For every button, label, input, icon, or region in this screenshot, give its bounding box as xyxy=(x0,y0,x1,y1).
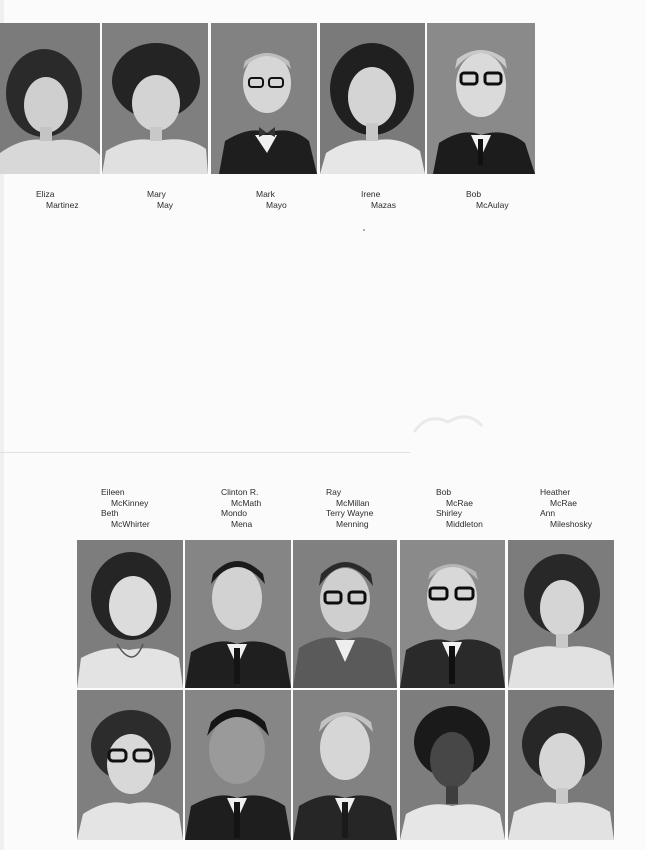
portrait-eliza-martinez xyxy=(0,23,100,174)
caption-mary-may xyxy=(147,189,173,210)
first-name: Clinton R. xyxy=(221,487,259,497)
first-name: Terry Wayne xyxy=(326,508,374,518)
first-name: Mary xyxy=(147,189,166,199)
last-name: McRae xyxy=(550,497,577,508)
last-name: McMillan xyxy=(336,497,370,508)
portrait-eileen-mckinney xyxy=(77,540,183,688)
portrait-clinton-mcmath xyxy=(185,540,291,688)
caption-column-2 xyxy=(221,487,261,529)
fold-line xyxy=(0,452,410,453)
last-name: Mayo xyxy=(266,199,287,210)
speck xyxy=(363,229,365,231)
portrait-mary-may xyxy=(102,23,208,174)
caption-column-4 xyxy=(436,487,483,529)
portrait-heather-mcrae xyxy=(508,540,614,688)
last-name: McMath xyxy=(231,497,262,508)
last-name: Mileshosky xyxy=(550,518,593,529)
last-name: McAulay xyxy=(476,199,509,210)
caption-column-5 xyxy=(540,487,592,529)
last-name: Mazas xyxy=(371,199,397,210)
first-name: Beth xyxy=(101,508,119,518)
last-name: McKinney xyxy=(111,497,149,508)
caption-irene-mazas xyxy=(361,189,396,210)
first-name: Ray xyxy=(326,487,342,497)
first-name: Ann xyxy=(540,508,556,518)
last-name: McRae xyxy=(446,497,473,508)
portrait-bob-mcrae xyxy=(400,540,505,688)
last-name: Mena xyxy=(231,518,253,529)
last-name: Middleton xyxy=(446,518,483,529)
portrait-beth-mcwhirter xyxy=(77,690,183,840)
caption-column-3 xyxy=(326,487,373,529)
first-name: Shirley xyxy=(436,508,462,518)
portrait-shirley-middleton xyxy=(400,690,505,840)
last-name: May xyxy=(157,199,174,210)
first-name: Eliza xyxy=(36,189,55,199)
first-name: Bob xyxy=(436,487,452,497)
last-name: Martinez xyxy=(46,199,79,210)
first-name: Mark xyxy=(256,189,275,199)
portrait-mondo-mena xyxy=(185,690,291,840)
first-name: Heather xyxy=(540,487,571,497)
caption-eliza-martinez xyxy=(36,189,79,210)
portrait-mark-mayo xyxy=(211,23,317,174)
faint-smudge xyxy=(408,402,488,442)
portrait-bob-mcaulay xyxy=(427,23,535,174)
portrait-terry-wayne-menning xyxy=(293,690,397,840)
portrait-irene-mazas xyxy=(320,23,425,174)
caption-bob-mcaulay xyxy=(466,189,509,210)
portrait-ann-mileshosky xyxy=(508,690,614,840)
first-name: Irene xyxy=(361,189,381,199)
caption-mark-mayo xyxy=(256,189,287,210)
last-name: McWhirter xyxy=(111,518,150,529)
first-name: Eileen xyxy=(101,487,125,497)
first-name: Mondo xyxy=(221,508,247,518)
first-name: Bob xyxy=(466,189,482,199)
last-name: Menning xyxy=(336,518,369,529)
portrait-ray-mcmillan xyxy=(293,540,397,688)
caption-column-1 xyxy=(101,487,150,529)
